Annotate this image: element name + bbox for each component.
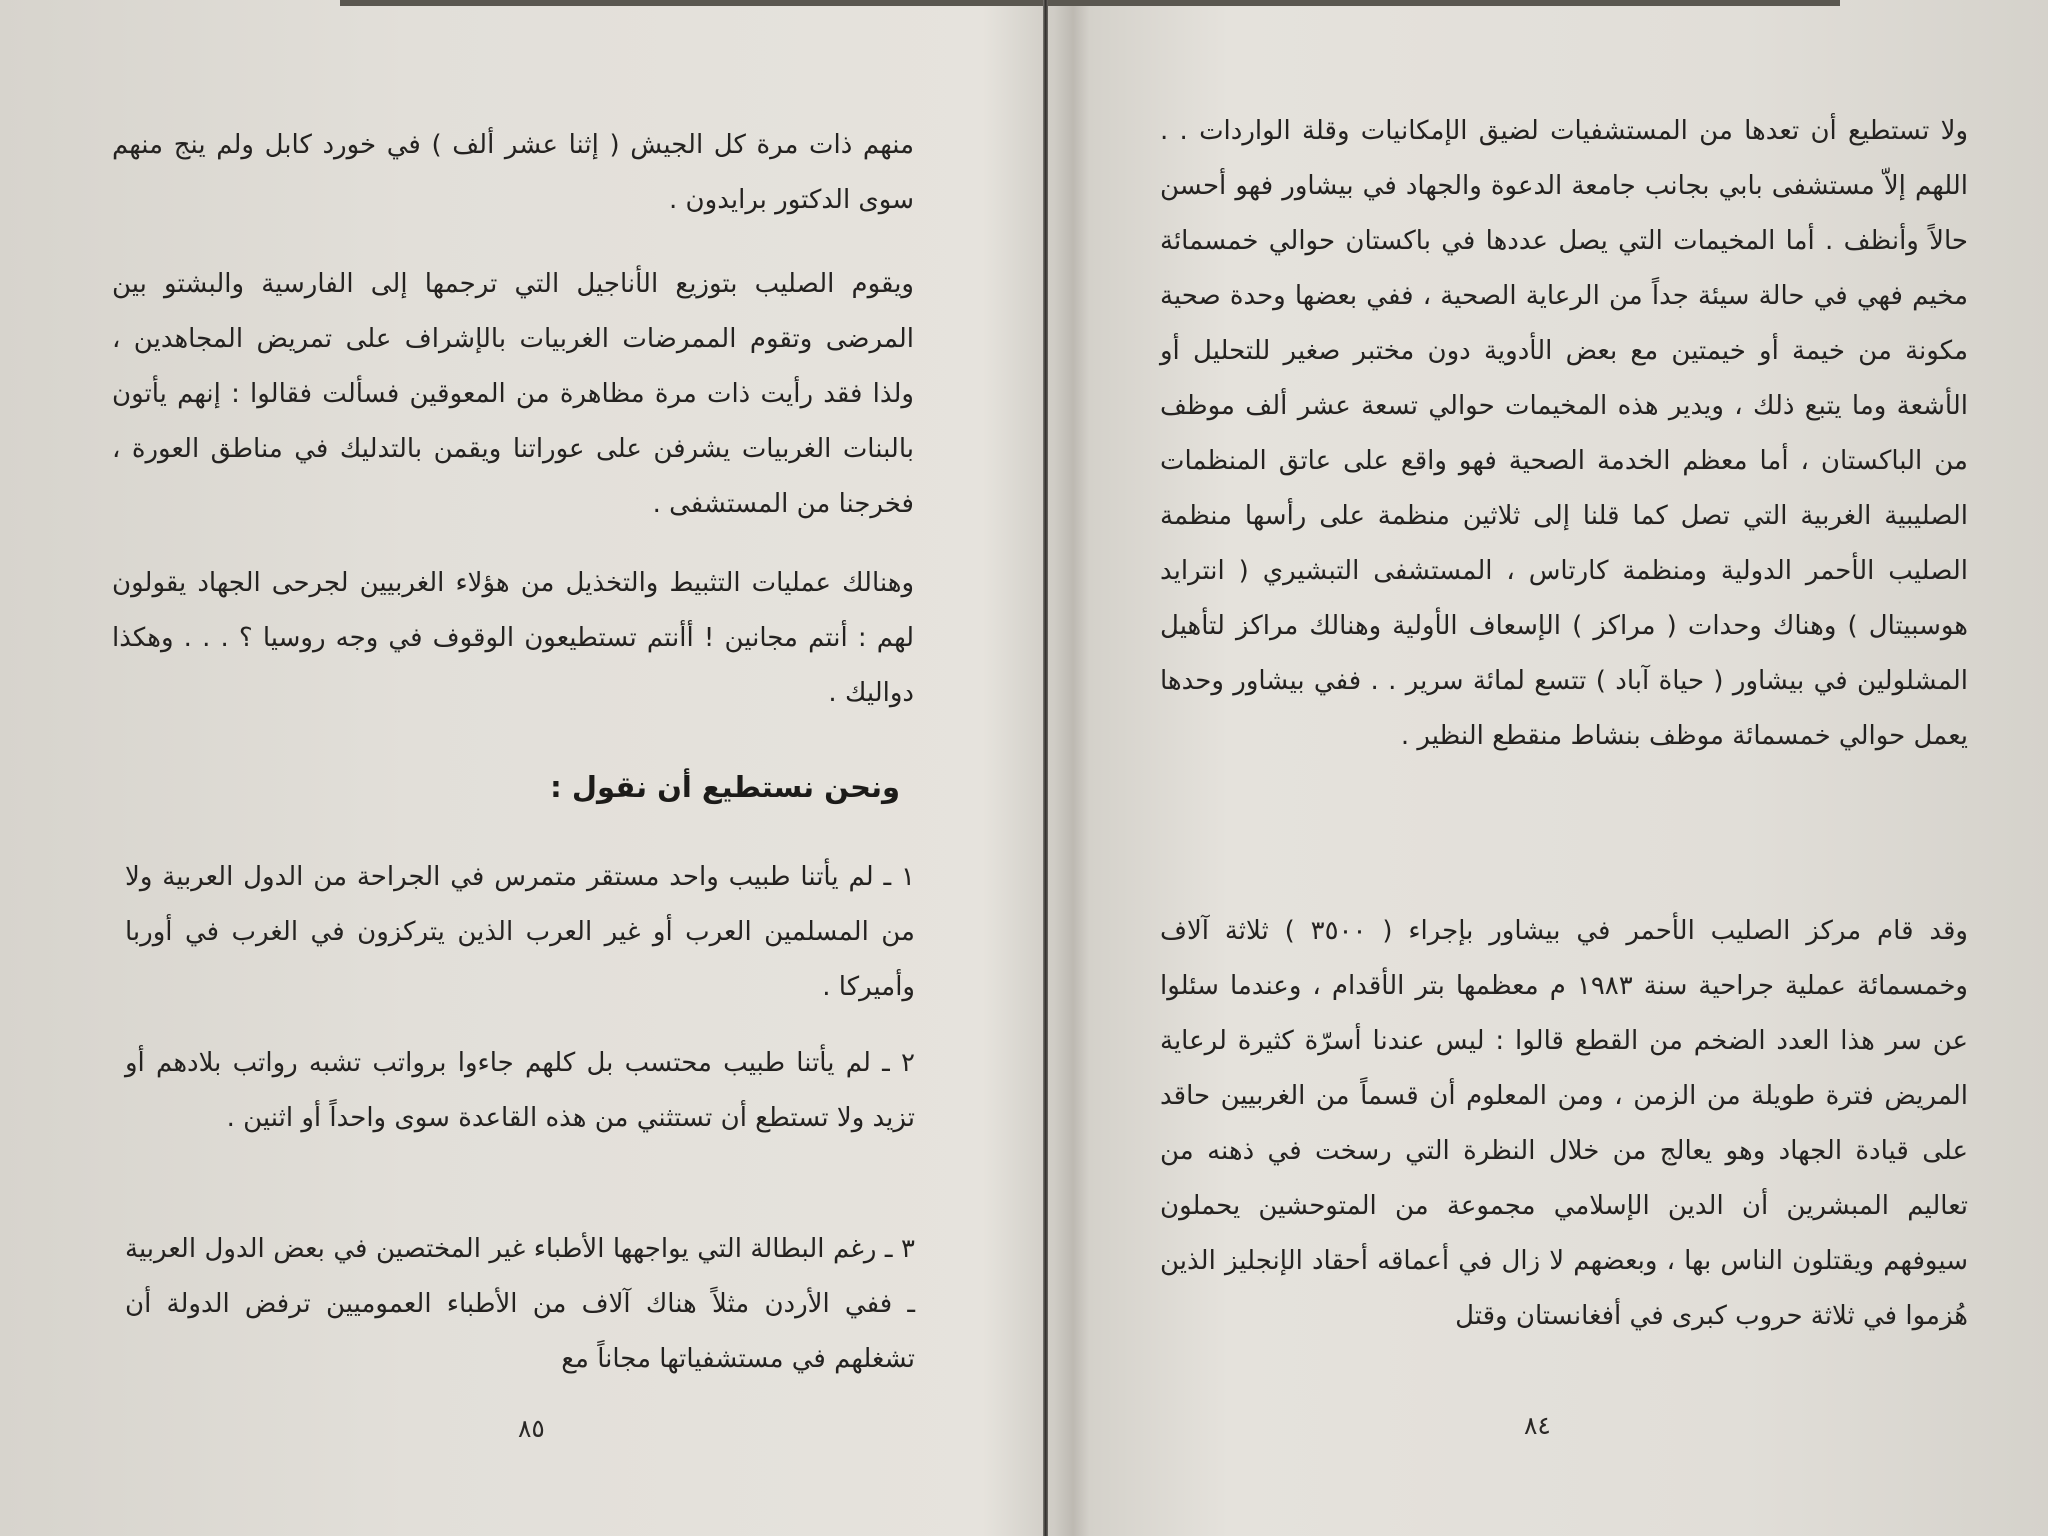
page-number-right: ٨٤ [1524,1411,1551,1440]
list-item: ١ ـ لم يأتنا طبيب واحد مستقر متمرس في الجراحة من الدول العربية ولا من المسلمين العرب أو غير العرب الذين يتركزون في الغرب في أوربا وأميركا . [125,862,915,1002]
left-paragraph-1 [112,118,914,228]
section-heading: ونحن نستطيع أن نقول : [550,770,900,804]
paragraph-text: ولا تستطيع أن تعدها من المستشفيات لضيق الإمكانيات وقلة الواردات . . اللهم إلاّ مستشفى بابي بجانب جامعة الدعوة والجهاد في بيشاور فهو أحسن حالاً وأنظف . أما المخيمات التي يصل عددها في باكستان حوالي خمسمائة مخيم فهي في حالة سيئة جداً من الرعاية الصحية ، ففي بعضها وحدة صحية مكونة من خيمة أو خيمتين مع بعض الأدوية دون مختبر صغير للتحليل أو الأشعة وما يتبع ذلك ، ويدير هذه المخيمات حوالي تسعة عشر ألف موظف من الباكستان ، أما معظم الخدمة الصحية فهو واقع على عاتق المنظمات الصليبية الغربية التي تصل كما قلنا إلى ثلاثين منظمة على رأسها منظمة الصليب الأحمر الدولية ومنظمة كارتاس ، المستشفى التبشيري ( انترايد هوسبيتال ) وهناك وحدات ( مراكز ) الإسعاف الأولية وهنالك مراكز لتأهيل المشلولين في بيشاور ( حياة آباد ) تتسع لمائة سرير . . ففي بيشاور وحدها يعمل حوالي خمسمائة موظف بنشاط منقطع النظير . [1160,116,1968,751]
list-item: ٣ ـ رغم البطالة التي يواجهها الأطباء غير المختصين في بعض الدول العربية ـ ففي الأردن مثلاً هناك آلاف من الأطباء العموميين ترفض الدولة أن تشغلهم في مستشفياتها مجاناً مع [125,1234,915,1374]
paragraph-text: وهنالك عمليات التثبيط والتخذيل من هؤلاء الغربيين لجرحى الجهاد يقولون لهم : أنتم مجانين ! أأنتم تستطيعون الوقوف في وجه روسيا ؟ . . . وهكذا دواليك . [112,568,914,708]
list-item: ٢ ـ لم يأتنا طبيب محتسب بل كلهم جاءوا برواتب تشبه رواتب بلادهم أو تزيد ولا تستطع أن تستثني من هذه القاعدة سوى واحداً أو اثنين . [125,1048,915,1133]
paragraph-text: ويقوم الصليب بتوزيع الأناجيل التي ترجمها إلى الفارسية والبشتو بين المرضى وتقوم الممرضات الغربيات بالإشراف على تمريض المجاهدين ، ولذا فقد رأيت ذات مرة مظاهرة من المعوقين فسألت فقالوا : إنهم يأتون بالبنات الغربيات يشرفن على عوراتنا ويقمن بالتدليك في مناطق العورة ، فخرجنا من المستشفى . [112,269,914,519]
right-paragraph-2 [1160,904,1968,1344]
right-paragraph-1 [1160,104,1968,764]
paragraph-text: منهم ذات مرة كل الجيش ( إثنا عشر ألف ) في خورد كابل ولم ينج منهم سوى الدكتور برايدون . [112,130,914,215]
left-paragraph-2 [112,257,914,532]
page-number-left: ٨٥ [518,1414,545,1443]
paragraph-text: وقد قام مركز الصليب الأحمر في بيشاور بإجراء ( ٣٥٠٠ ) ثلاثة آلاف وخمسمائة عملية جراحية سنة ١٩٨٣ م معظمها بتر الأقدام ، وعندما سئلوا عن سر هذا العدد الضخم من القطع قالوا : ليس عندنا أسرّة كثيرة لرعاية المريض فترة طويلة من الزمن ، ومن المعلوم أن قسماً من الغربيين حاقد على قيادة الجهاد وهو يعالج من خلال النظرة التي رسخت في ذهنه من تعاليم المبشرين أن الدين الإسلامي مجموعة من المتوحشين يحملون سيوفهم ويقتلون الناس بها ، وبعضهم لا زال في أعماقه أحقاد الإنجليز الذين هُزموا في ثلاثة حروب كبرى في أفغانستان وقتل [1160,916,1968,1331]
left-paragraph-3 [112,556,914,721]
book-spine [1043,0,1048,1536]
